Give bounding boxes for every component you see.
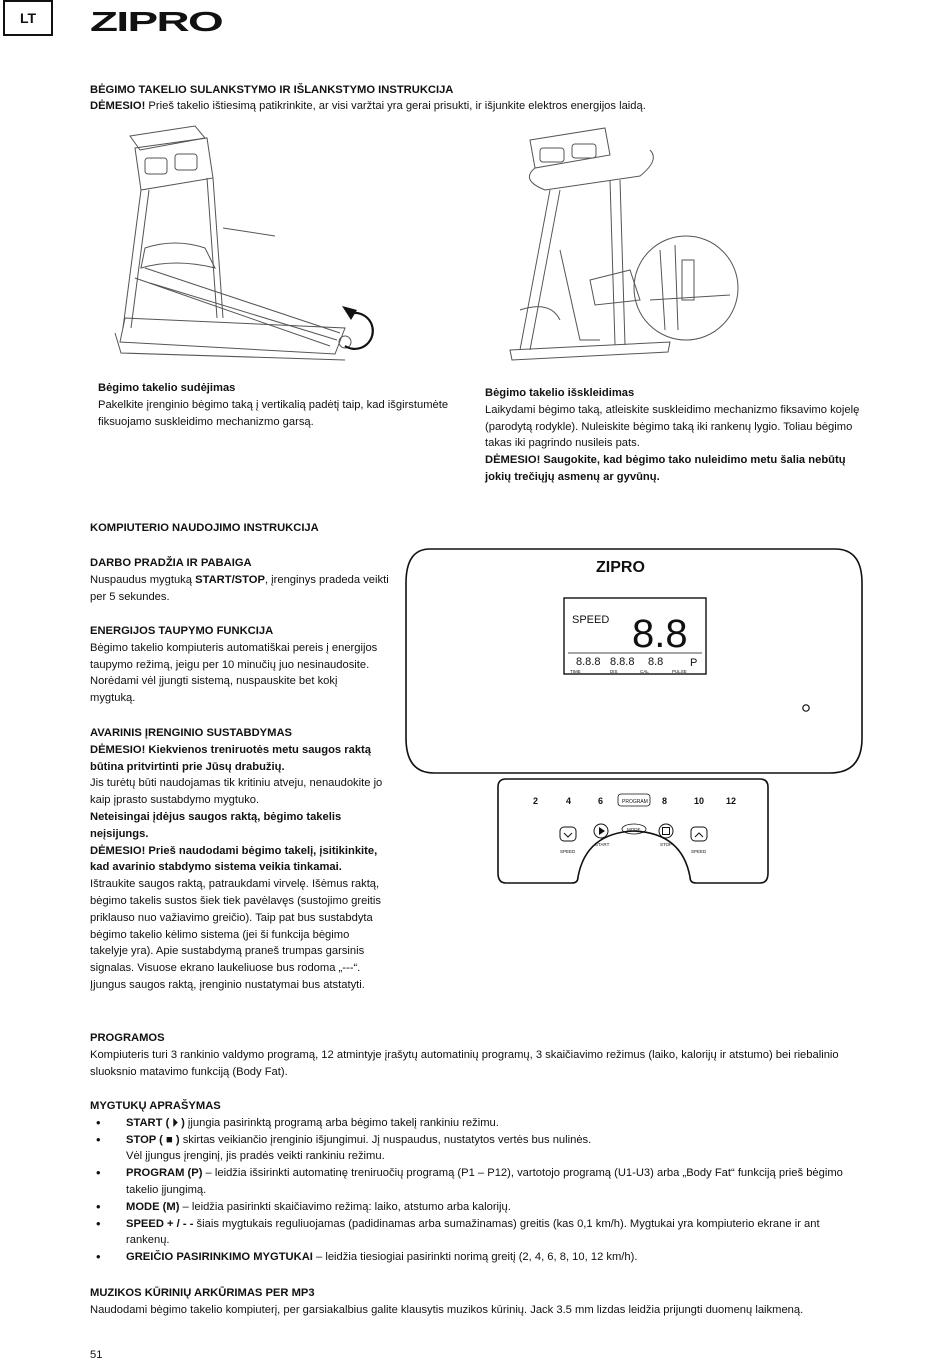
fold-text: Pakelkite įrenginio bėgimo taką į vertikalią padėtį taip, kad išgirstumėte fiksuojamo suskleidimo mechanizmo garsą. [98, 398, 449, 428]
arrow-icon [342, 306, 357, 320]
start-section [90, 555, 390, 605]
unfold-title: Bėgimo takelio išskleidimas [485, 387, 635, 399]
energy-section [90, 623, 380, 707]
svg-text:CAL: CAL [640, 669, 649, 674]
svg-text:PULSE: PULSE [672, 669, 687, 674]
emergency-warning-1: DĖMESIO! Kiekvienos treniruotės metu saugos raktą būtina pritvirtinti prie Jūsų drabužių. [90, 743, 372, 773]
computer-title: KOMPIUTERIO NAUDOJIMO INSTRUKCIJA [90, 522, 319, 534]
emergency-warning-3: DĖMESIO! Prieš naudodami bėgimo takelį, įsitikinkite, kad avarinio stabdymo sistema veikia tinkamai. [90, 844, 378, 874]
buttons-list [90, 1115, 850, 1266]
unfold-text: Laikydami bėgimo taką, atleiskite suskleidimo mechanizmo fiksavimo kojelę (parodytą rodykle). Nuleiskite bėgimo taką iki rankenų lygio. Toliau bėgimo takas iki pagrindo nusileis pats. [485, 403, 860, 450]
start-text: Nuspaudus mygtuką START/STOP, įrenginys pradeda veikti per 5 sekundes. [90, 573, 389, 603]
zipro-logo [90, 9, 224, 33]
p-label: P [690, 657, 698, 669]
programs-title: PROGRAMOS [90, 1032, 165, 1044]
speed-2-button: 2 [533, 796, 539, 806]
big-digits: 8.8 [632, 612, 688, 656]
svg-text:SPEED: SPEED [691, 849, 707, 854]
svg-text:TIME: TIME [570, 669, 581, 674]
calories-digits: 8.8 [648, 656, 664, 668]
energy-text: Bėgimo takelio kompiuteris automatiškai pereis į energijos taupymo režimą, jeigu per 10 minučių juo nesinaudosite. Norėdami vėl įjungti sistemą, nuspauskite bet kokį mygtuką. [90, 641, 378, 705]
stop-icon [663, 828, 670, 835]
energy-title: ENERGIJOS TAUPYMO FUNKCIJA [90, 625, 274, 637]
time-digits: 8.8.8 [576, 656, 601, 668]
console-brand: ZIPRO [596, 559, 645, 576]
mp3-title: MUZIKOS KŪRINIŲ ARKŪRIMAS PER MP3 [90, 1287, 315, 1299]
list-item: • MODE (M) – leidžia pasirinkti skaičiavimo režimą: laiko, atstumo arba kalorijų. [90, 1199, 850, 1216]
speed-4-button: 4 [566, 796, 572, 806]
unfold-warning: DĖMESIO! Saugokite, kad bėgimo tako nuleidimo metu šalia nebūtų jokių trečiųjų asmenų ar gyvūnų. [485, 454, 846, 483]
buttons-section [90, 1098, 850, 1266]
unfolding-illustration [490, 120, 750, 370]
mode-button: MODE [627, 827, 641, 832]
list-item: • GREIČIO PASIRINKIMO MYGTUKAI – leidžia tiesiogiai pasirinkti norimą greitį (2, 4, 6, 8, 10, 12 km/h). [90, 1249, 850, 1266]
emergency-section [90, 725, 390, 994]
emergency-title: AVARINIS ĮRENGINIO SUSTABDYMAS [90, 727, 293, 739]
distance-digits: 8.8.8 [610, 656, 635, 668]
list-item: • PROGRAM (P) – leidžia išsirinkti automatinę treniruočių programą (P1 – P12), vartotojo programą (U1-U3) arba „Body Fat“ funkciją prieš bėgimo takelio įjungimą. [90, 1165, 850, 1199]
list-item: • START ( ⏵ ) įjungia pasirinktą programą arba bėgimo takelį rankiniu režimu. [90, 1115, 850, 1132]
list-item: • SPEED + / - - šiais mygtukais reguliuojamas (padidinamas arba sumažinamas) greitis (kas 0,1 km/h). Mygtukai yra kompiuterio ekrane ir ant rankenų. [90, 1216, 850, 1250]
programs-text: Kompiuteris turi 3 rankinio valdymo programą, 12 atmintyje įrašytų automatinių programų, 3 skaičiavimo režimus (laiko, kalorijų ir atstumo) bei riebalinio sluoksnio matavimo funkciją (Body Fat). [90, 1048, 839, 1078]
svg-text:DIS: DIS [610, 669, 618, 674]
fold-title: Bėgimo takelio sudėjimas [98, 382, 236, 394]
buttons-title: MYGTUKŲ APRAŠYMAS [90, 1100, 221, 1112]
list-item: • STOP ( ■ ) skirtas veikiančio įrenginio išjungimui. Jį nuspaudus, nustatytos vertės bus nulinės. Vėl įjungus įrenginį, jis pradės veikti rankiniu režimu. [90, 1132, 850, 1166]
folding-title: BĖGIMO TAKELIO SULANKSTYMO IR IŠLANKSTYMO INSTRUKCIJA [90, 84, 454, 96]
folding-warning [90, 98, 910, 115]
svg-text:START: START [595, 842, 610, 847]
warning-label: DĖMESIO! [90, 100, 146, 112]
programs-section [90, 1030, 870, 1080]
emergency-text-2: Ištraukite saugos raktą, patraukdami virvelę. Išėmus raktą, bėgimo takelis sustos šiek tiek pavėlavęs (sustojimo greitis priklauso nuo važiavimo greičio). Taip pat bus sustabdyta bėgimo takelio kėlimo sistema (jei ši funkcija bėgimo takelyje yra). Apie sustabdymą praneš trumpas garsinis signalas. Visuose ekrano laukeliuose bus rodoma „---“. [90, 878, 381, 975]
speed-12-button: 12 [726, 796, 737, 806]
language-badge: LT [3, 0, 53, 36]
mp3-text: Naudodami bėgimo takelio kompiuterį, per garsiakalbius galite klausytis muzikos kūrinių. Jack 3.5 mm lizdas leidžia prijungti duomenų laikmeną. [90, 1303, 804, 1316]
emergency-text-3: Įjungus saugos raktą, įrenginio nustatymai bus atstatyti. [90, 978, 365, 991]
svg-text:STOP: STOP [660, 842, 673, 847]
speed-10-button: 10 [694, 796, 705, 806]
speed-label: SPEED [572, 614, 610, 626]
emergency-warning-2: Neteisingai įdėjus saugos raktą, bėgimo takelis neįsijungs. [90, 810, 342, 840]
warning-text: Prieš takelio ištiesimą patikrinkite, ar visi varžtai yra gerai prisukti, ir išjunkite elektros energijos laidą. [145, 100, 646, 112]
start-title: DARBO PRADŽIA IR PABAIGA [90, 557, 252, 569]
speed-8-button: 8 [662, 796, 668, 806]
svg-text:SPEED: SPEED [560, 849, 576, 854]
speed-6-button: 6 [598, 796, 604, 806]
start-icon [599, 827, 605, 835]
program-button: PROGRAM [622, 799, 648, 805]
folding-illustration [105, 118, 375, 368]
emergency-text-1: Jis turėtų būti naudojamas tik kritiniu atveju, nenaudokite jo kaip įprasto sustabdymo mygtuko. [90, 777, 383, 807]
console-illustration [400, 543, 865, 893]
page-number: 51 [90, 1349, 103, 1361]
unfold-instructions [485, 385, 865, 486]
fold-instructions [98, 380, 470, 430]
mp3-section [90, 1285, 870, 1319]
headphone-jack-icon [803, 705, 809, 711]
brand-text: ZIPRO [90, 9, 223, 33]
